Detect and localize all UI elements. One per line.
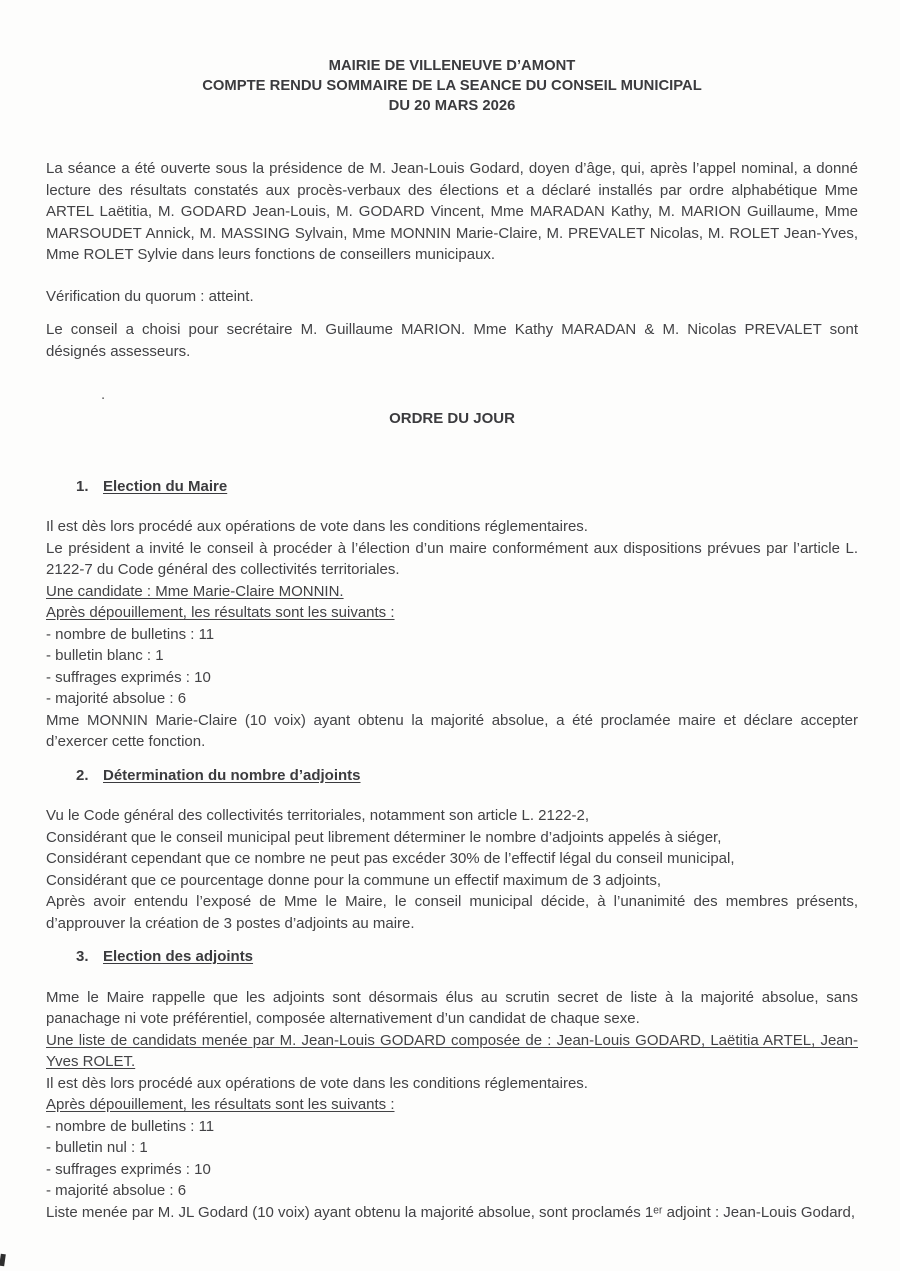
section-1-number: 1. (76, 477, 89, 495)
section-1-heading (46, 476, 858, 498)
section-3-number: 3. (76, 948, 89, 965)
section-3-line-candidates-list: Une liste de candidats menée par M. Jean-Louis GODARD composée de : Jean-Louis GODARD, Laëtitia ARTEL, Jean-Yves ROLET. (46, 1031, 858, 1070)
section-1-conclusion: Mme MONNIN Marie-Claire (10 voix) ayant obtenu la majorité absolue, a été proclamée maire et déclare accepter d’exercer cette fonction. (46, 711, 858, 750)
scan-edge-speck (0, 1254, 6, 1267)
section-3-line: Il est dès lors procédé aux opérations de vote dans les conditions réglementaires. (46, 1074, 588, 1092)
section-3-result-item: - nombre de bulletins : 11 (46, 1117, 215, 1135)
section-3-conclusion: Liste menée par M. JL Godard (10 voix) ayant obtenu la majorité absolue, sont proclamés 1ᵉʳ adjoint : Jean-Louis Godard, (46, 1203, 856, 1221)
section-2-line: Considérant que le conseil municipal peut librement déterminer le nombre d’adjoints appelés à siéger, (46, 828, 722, 846)
section-3-result-item: - majorité absolue : 6 (46, 1182, 187, 1199)
section-1-result-item: - majorité absolue : 6 (46, 690, 187, 707)
title-line-2: COMPTE RENDU SOMMAIRE DE LA SEANCE DU CONSEIL MUNICIPAL (202, 78, 702, 94)
section-election-des-adjoints (46, 946, 858, 1223)
section-1-title: Election du Maire (103, 477, 228, 495)
section-nombre-adjoints (46, 765, 858, 935)
document-title (46, 56, 858, 116)
section-3-heading (46, 946, 858, 968)
section-1-result-item: - nombre de bulletins : 11 (46, 625, 215, 643)
section-2-number: 2. (76, 766, 89, 784)
section-2-conclusion: Après avoir entendu l’exposé de Mme le Maire, le conseil municipal décide, à l’unanimité des membres présents, d’approuver la création de 3 postes d’adjoints au maire. (46, 893, 858, 932)
section-3-result-item: - bulletin nul : 1 (46, 1139, 148, 1156)
section-1-result-item: - suffrages exprimés : 10 (46, 668, 211, 686)
section-1-line: Il est dès lors procédé aux opérations de vote dans les conditions réglementaires. (46, 518, 588, 535)
section-3-result-item: - suffrages exprimés : 10 (46, 1160, 211, 1178)
section-1-line-candidate: Une candidate : Mme Marie-Claire MONNIN. (46, 582, 344, 600)
quorum-paragraph: Vérification du quorum : atteint. (46, 287, 254, 305)
title-line-1: MAIRIE DE VILLENEUVE D’AMONT (328, 58, 576, 74)
opening-paragraph: La séance a été ouverte sous la présidence de M. Jean-Louis Godard, doyen d’âge, qui, après l’appel nominal, a donné lecture des résultats constatés aux procès-verbaux des élections et a déclaré installés par ordre alphabétique Mme ARTEL Laëtitia, M. GODARD Jean-Louis, M. GODARD Vincent, Mme MARADAN Kathy, M. MARION Guillaume, Mme MARSOUDET Annick, M. MASSING Sylvain, Mme MONNIN Marie-Claire, M. PREVALET Nicolas, M. ROLET Jean-Yves, Mme ROLET Sylvie dans leurs fonctions de conseillers municipaux. (46, 160, 858, 263)
section-1-result-item: - bulletin blanc : 1 (46, 647, 164, 664)
section-3-line: Mme le Maire rappelle que les adjoints sont désormais élus au scrutin secret de liste à la majorité absolue, sans panachage ni vote préférentiel, composée alternativement d’un candidat de chaque sexe. (46, 988, 858, 1027)
section-2-line: Considérant cependant que ce nombre ne peut pas excéder 30% de l’effectif légal du conseil municipal, (46, 850, 735, 867)
section-3-line-results-heading: Après dépouillement, les résultats sont les suivants : (46, 1096, 395, 1113)
scan-artifact-dot: . (101, 386, 106, 403)
section-3-title: Election des adjoints (103, 948, 254, 965)
section-2-line: Vu le Code général des collectivités territoriales, notamment son article L. 2122-2, (46, 807, 590, 824)
section-2-heading (46, 765, 858, 787)
secretary-paragraph: Le conseil a choisi pour secrétaire M. Guillaume MARION. Mme Kathy MARADAN & M. Nicolas PREVALET sont désignés assesseurs. (46, 321, 858, 360)
agenda-heading: ORDRE DU JOUR (389, 410, 515, 427)
section-1-line: Le président a invité le conseil à procéder à l’élection d’un maire conformément aux dispositions prévues par l’article L. 2122-7 du Code général des collectivités territoriales. (46, 539, 858, 578)
section-2-title: Détermination du nombre d’adjoints (103, 766, 361, 784)
section-2-line: Considérant que ce pourcentage donne pour la commune un effectif maximum de 3 adjoints, (46, 871, 662, 889)
section-election-du-maire (46, 476, 858, 753)
section-1-line-results-heading: Après dépouillement, les résultats sont les suivants : (46, 604, 395, 621)
title-line-3: DU 20 MARS 2026 (388, 98, 516, 114)
